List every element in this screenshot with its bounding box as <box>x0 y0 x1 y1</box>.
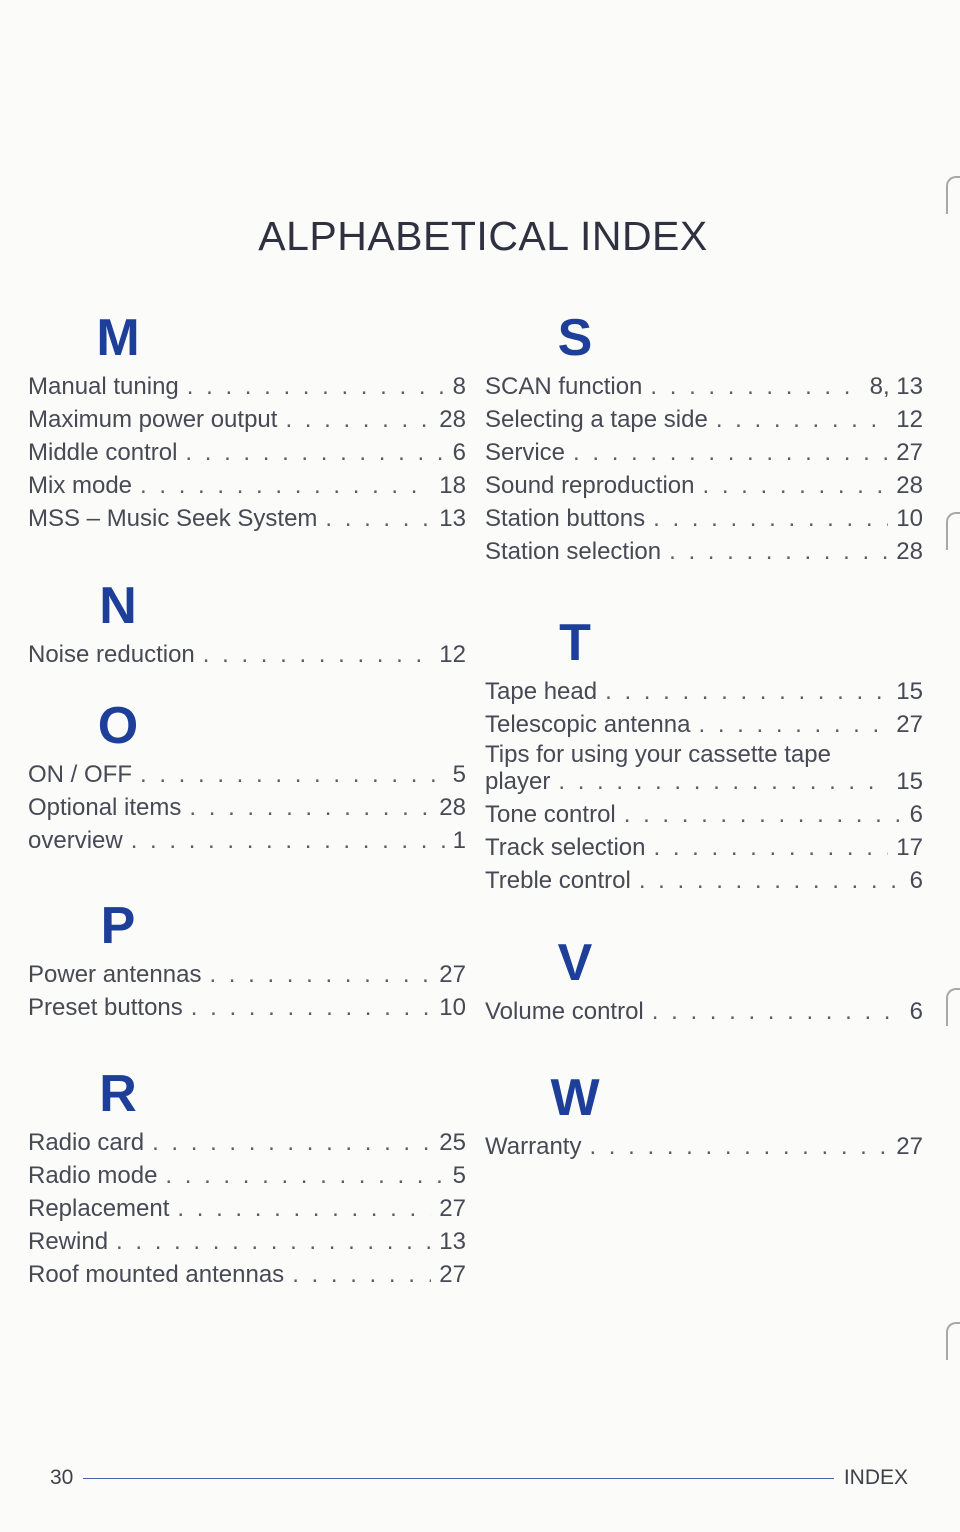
dot-leader <box>653 502 888 535</box>
entry-page: 5 <box>452 1162 466 1189</box>
entry-page: 1 <box>452 827 466 854</box>
dot-leader <box>116 1225 431 1258</box>
entry-page: 5 <box>452 761 466 788</box>
index-entry <box>28 824 466 857</box>
index-entry <box>485 403 923 436</box>
dot-leader <box>716 403 888 436</box>
section-letter: S <box>557 309 593 367</box>
index-entry <box>28 991 466 1024</box>
entry-label: Power antennas <box>28 961 202 988</box>
entry-page: 6 <box>909 801 923 828</box>
entry-page: 25 <box>439 1129 466 1156</box>
entry-label: Rewind <box>28 1228 109 1255</box>
dot-leader <box>191 991 432 1024</box>
index-entry <box>485 370 923 403</box>
dot-leader <box>698 708 888 741</box>
entry-page: 27 <box>896 439 923 466</box>
entry-page: 10 <box>896 505 923 532</box>
page-number: 30 <box>50 1466 74 1489</box>
dot-leader <box>639 864 902 897</box>
entry-label: Radio mode <box>28 1162 158 1189</box>
entry-label: Tape head <box>485 678 598 705</box>
index-entry <box>28 370 466 403</box>
index-section <box>485 613 923 897</box>
dot-leader <box>140 758 445 791</box>
entry-label: Preset buttons <box>28 994 183 1021</box>
index-section <box>485 933 923 1028</box>
entry-label: ON / OFF <box>28 761 132 788</box>
entry-label: Station selection <box>485 538 662 565</box>
entry-label: MSS – Music Seek System <box>28 505 318 532</box>
entry-label: Warranty <box>485 1133 582 1160</box>
index-entry <box>28 1192 466 1225</box>
index-entry <box>485 502 923 535</box>
dot-leader <box>209 958 431 991</box>
index-entry <box>485 675 923 708</box>
index-entry <box>28 1126 466 1159</box>
index-section <box>485 308 923 568</box>
entry-page: 15 <box>896 768 923 795</box>
entry-page: 28 <box>439 406 466 433</box>
index-entry <box>28 638 466 671</box>
entry-label: Station buttons <box>485 505 646 532</box>
entry-page: 13 <box>439 1228 466 1255</box>
dot-leader <box>185 436 444 469</box>
index-entry <box>485 708 923 741</box>
entry-page: 27 <box>896 1133 923 1160</box>
entry-page: 27 <box>439 961 466 988</box>
index-entry <box>485 436 923 469</box>
section-letter: N <box>99 577 137 635</box>
entry-label: Tips for using your cassette tape <box>485 741 831 768</box>
entry-page: 10 <box>439 994 466 1021</box>
entry-label-continued: player <box>485 768 551 795</box>
entry-page: 27 <box>439 1261 466 1288</box>
dot-leader <box>654 831 889 864</box>
index-entry <box>28 469 466 502</box>
dot-leader <box>203 638 432 671</box>
entry-label: Middle control <box>28 439 178 466</box>
page-tab-mark <box>946 176 960 214</box>
index-entry <box>485 831 923 864</box>
index-entry <box>28 502 466 535</box>
entry-label: Sound reproduction <box>485 472 695 499</box>
dot-leader <box>669 535 888 568</box>
dot-leader <box>131 824 445 857</box>
entry-label: Track selection <box>485 834 646 861</box>
index-entry <box>485 469 923 502</box>
entry-page: 6 <box>452 439 466 466</box>
entry-page: 18 <box>439 472 466 499</box>
entry-page: 28 <box>439 794 466 821</box>
index-entry <box>485 798 923 831</box>
section-letter: R <box>99 1065 137 1123</box>
dot-leader <box>187 370 445 403</box>
index-section <box>28 1064 466 1291</box>
section-letter: V <box>557 934 593 992</box>
entry-page: 12 <box>439 641 466 668</box>
index-entry <box>28 758 466 791</box>
section-letter: M <box>96 309 140 367</box>
dot-leader <box>589 1130 888 1163</box>
entry-label: Treble control <box>485 867 631 894</box>
entry-label: Replacement <box>28 1195 170 1222</box>
dot-leader <box>189 791 431 824</box>
section-letter: O <box>97 697 139 755</box>
dot-leader <box>140 469 431 502</box>
page-tab-mark <box>946 1322 960 1360</box>
index-section <box>485 1068 923 1163</box>
dot-leader <box>177 1192 431 1225</box>
entry-label: Volume control <box>485 998 644 1025</box>
dot-leader <box>652 995 902 1028</box>
entry-page: 12 <box>896 406 923 433</box>
entry-label: Noise reduction <box>28 641 195 668</box>
index-entry <box>485 741 923 795</box>
index-section <box>28 896 466 1024</box>
index-entry <box>485 1130 923 1163</box>
index-entry <box>28 1258 466 1291</box>
dot-leader <box>558 768 888 795</box>
dot-leader <box>650 370 861 403</box>
page-tab-mark <box>946 512 960 550</box>
index-entry <box>28 403 466 436</box>
entry-page: 6 <box>909 998 923 1025</box>
section-letter: T <box>559 614 591 672</box>
section-letter: W <box>550 1069 600 1127</box>
index-entry <box>485 535 923 568</box>
dot-leader <box>165 1159 444 1192</box>
entry-page: 28 <box>896 472 923 499</box>
page-footer <box>50 1462 908 1494</box>
dot-leader <box>292 1258 431 1291</box>
entry-label: Radio card <box>28 1129 145 1156</box>
entry-page: 27 <box>896 711 923 738</box>
section-letter: P <box>100 897 136 955</box>
entry-label: Service <box>485 439 566 466</box>
index-section <box>28 576 466 671</box>
entry-page: 13 <box>439 505 466 532</box>
entry-label: overview <box>28 827 123 854</box>
entry-label: Mix mode <box>28 472 133 499</box>
footer-section-label: INDEX <box>843 1466 908 1489</box>
entry-page: 8 <box>452 373 466 400</box>
index-entry <box>485 864 923 897</box>
entry-page: 15 <box>896 678 923 705</box>
index-entry <box>28 1225 466 1258</box>
entry-label: Maximum power output <box>28 406 278 433</box>
entry-label: SCAN function <box>485 373 643 400</box>
dot-leader <box>702 469 888 502</box>
index-section <box>28 308 466 535</box>
index-section <box>28 696 466 857</box>
entry-label: Selecting a tape side <box>485 406 708 433</box>
index-entry <box>28 791 466 824</box>
dot-leader <box>325 502 431 535</box>
footer-rule <box>83 1478 833 1479</box>
index-entry <box>485 995 923 1028</box>
entry-label: Optional items <box>28 794 182 821</box>
entry-page: 28 <box>896 538 923 565</box>
entry-label: Tone control <box>485 801 616 828</box>
dot-leader <box>152 1126 431 1159</box>
page-title: ALPHABETICAL INDEX <box>258 213 708 260</box>
dot-leader <box>624 798 902 831</box>
entry-label: Telescopic antenna <box>485 711 691 738</box>
entry-page: 27 <box>439 1195 466 1222</box>
entry-label: Roof mounted antennas <box>28 1261 285 1288</box>
index-entry <box>28 436 466 469</box>
entry-page: 8, 13 <box>869 373 923 400</box>
entry-page: 17 <box>896 834 923 861</box>
index-entry <box>28 1159 466 1192</box>
dot-leader <box>285 403 431 436</box>
entry-page: 6 <box>909 867 923 894</box>
dot-leader <box>605 675 888 708</box>
page-tab-mark <box>946 988 960 1026</box>
entry-line <box>485 768 923 795</box>
entry-label: Manual tuning <box>28 373 179 400</box>
dot-leader <box>573 436 888 469</box>
index-entry <box>28 958 466 991</box>
